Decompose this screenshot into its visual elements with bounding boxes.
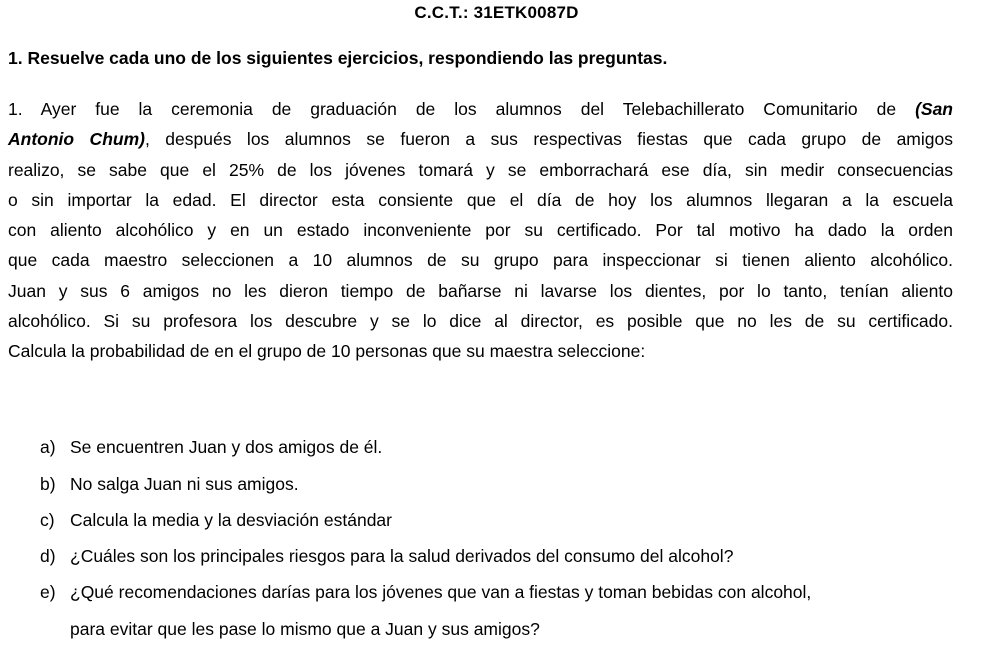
problem-line: Calcula la probabilidad de en el grupo de 10 personas que su maestra seleccione: [8, 341, 646, 362]
problem-line: Juan y sus 6 amigos no les dieron tiempo de bañarse ni lavarse los dientes, por lo tanto, tenían aliento [8, 280, 953, 301]
question-b [40, 473, 299, 495]
school-name-part: Antonio Chum) [8, 129, 145, 150]
question-marker: d) [40, 546, 56, 566]
question-text: ¿Qué recomendaciones darías para los jóvenes que van a fiestas y toman bebidas con alcohol, [70, 582, 812, 602]
exercise-heading: 1. Resuelve cada uno de los siguientes ejercicios, respondiendo las preguntas. [8, 48, 668, 68]
question-text: Calcula la media y la desviación estándar [70, 510, 392, 530]
question-text: No salga Juan ni sus amigos. [70, 474, 299, 494]
problem-line [8, 94, 953, 124]
question-marker: a) [40, 437, 56, 457]
school-code: C.C.T.: 31ETK0087D [414, 3, 579, 22]
problem-paragraph [8, 94, 953, 367]
problem-text: , después los alumnos se fueron a sus respectivas fiestas que cada grupo de amigos [144, 129, 953, 150]
question-marker: c) [40, 510, 55, 530]
question-c [40, 509, 392, 531]
problem-line: realizo, se sabe que el 25% de los jóvenes tomará y se emborrachará ese día, sin medir consecuencias [8, 159, 953, 180]
problem-line: alcohólico. Si su profesora los descubre y se lo dice al director, es posible que no les de su certificado. [8, 311, 953, 332]
problem-text: 1. Ayer fue la ceremonia de graduación de los alumnos del Telebachillerato Comunitario de [8, 99, 916, 119]
question-marker: e) [40, 582, 56, 602]
question-d [40, 545, 733, 567]
question-e-continuation: para evitar que les pase lo mismo que a Juan y sus amigos? [70, 619, 540, 639]
question-text: ¿Cuáles son los principales riesgos para la salud derivados del consumo del alcohol? [70, 546, 734, 566]
problem-line: que cada maestro seleccionen a 10 alumnos de su grupo para inspeccionar si tienen aliento alcohólico. [8, 250, 953, 271]
question-a [40, 436, 382, 458]
problem-line: con aliento alcohólico y en un estado inconveniente por su certificado. Por tal motivo ha dado la orden [8, 220, 953, 241]
question-marker: b) [40, 474, 56, 494]
problem-line: o sin importar la edad. El director esta consiente que el día de hoy los alumnos llegaran a la escuela [8, 189, 953, 210]
school-name-part: (San [915, 99, 953, 119]
question-text: Se encuentren Juan y dos amigos de él. [70, 437, 383, 457]
problem-line [8, 124, 953, 154]
question-e [40, 581, 811, 603]
